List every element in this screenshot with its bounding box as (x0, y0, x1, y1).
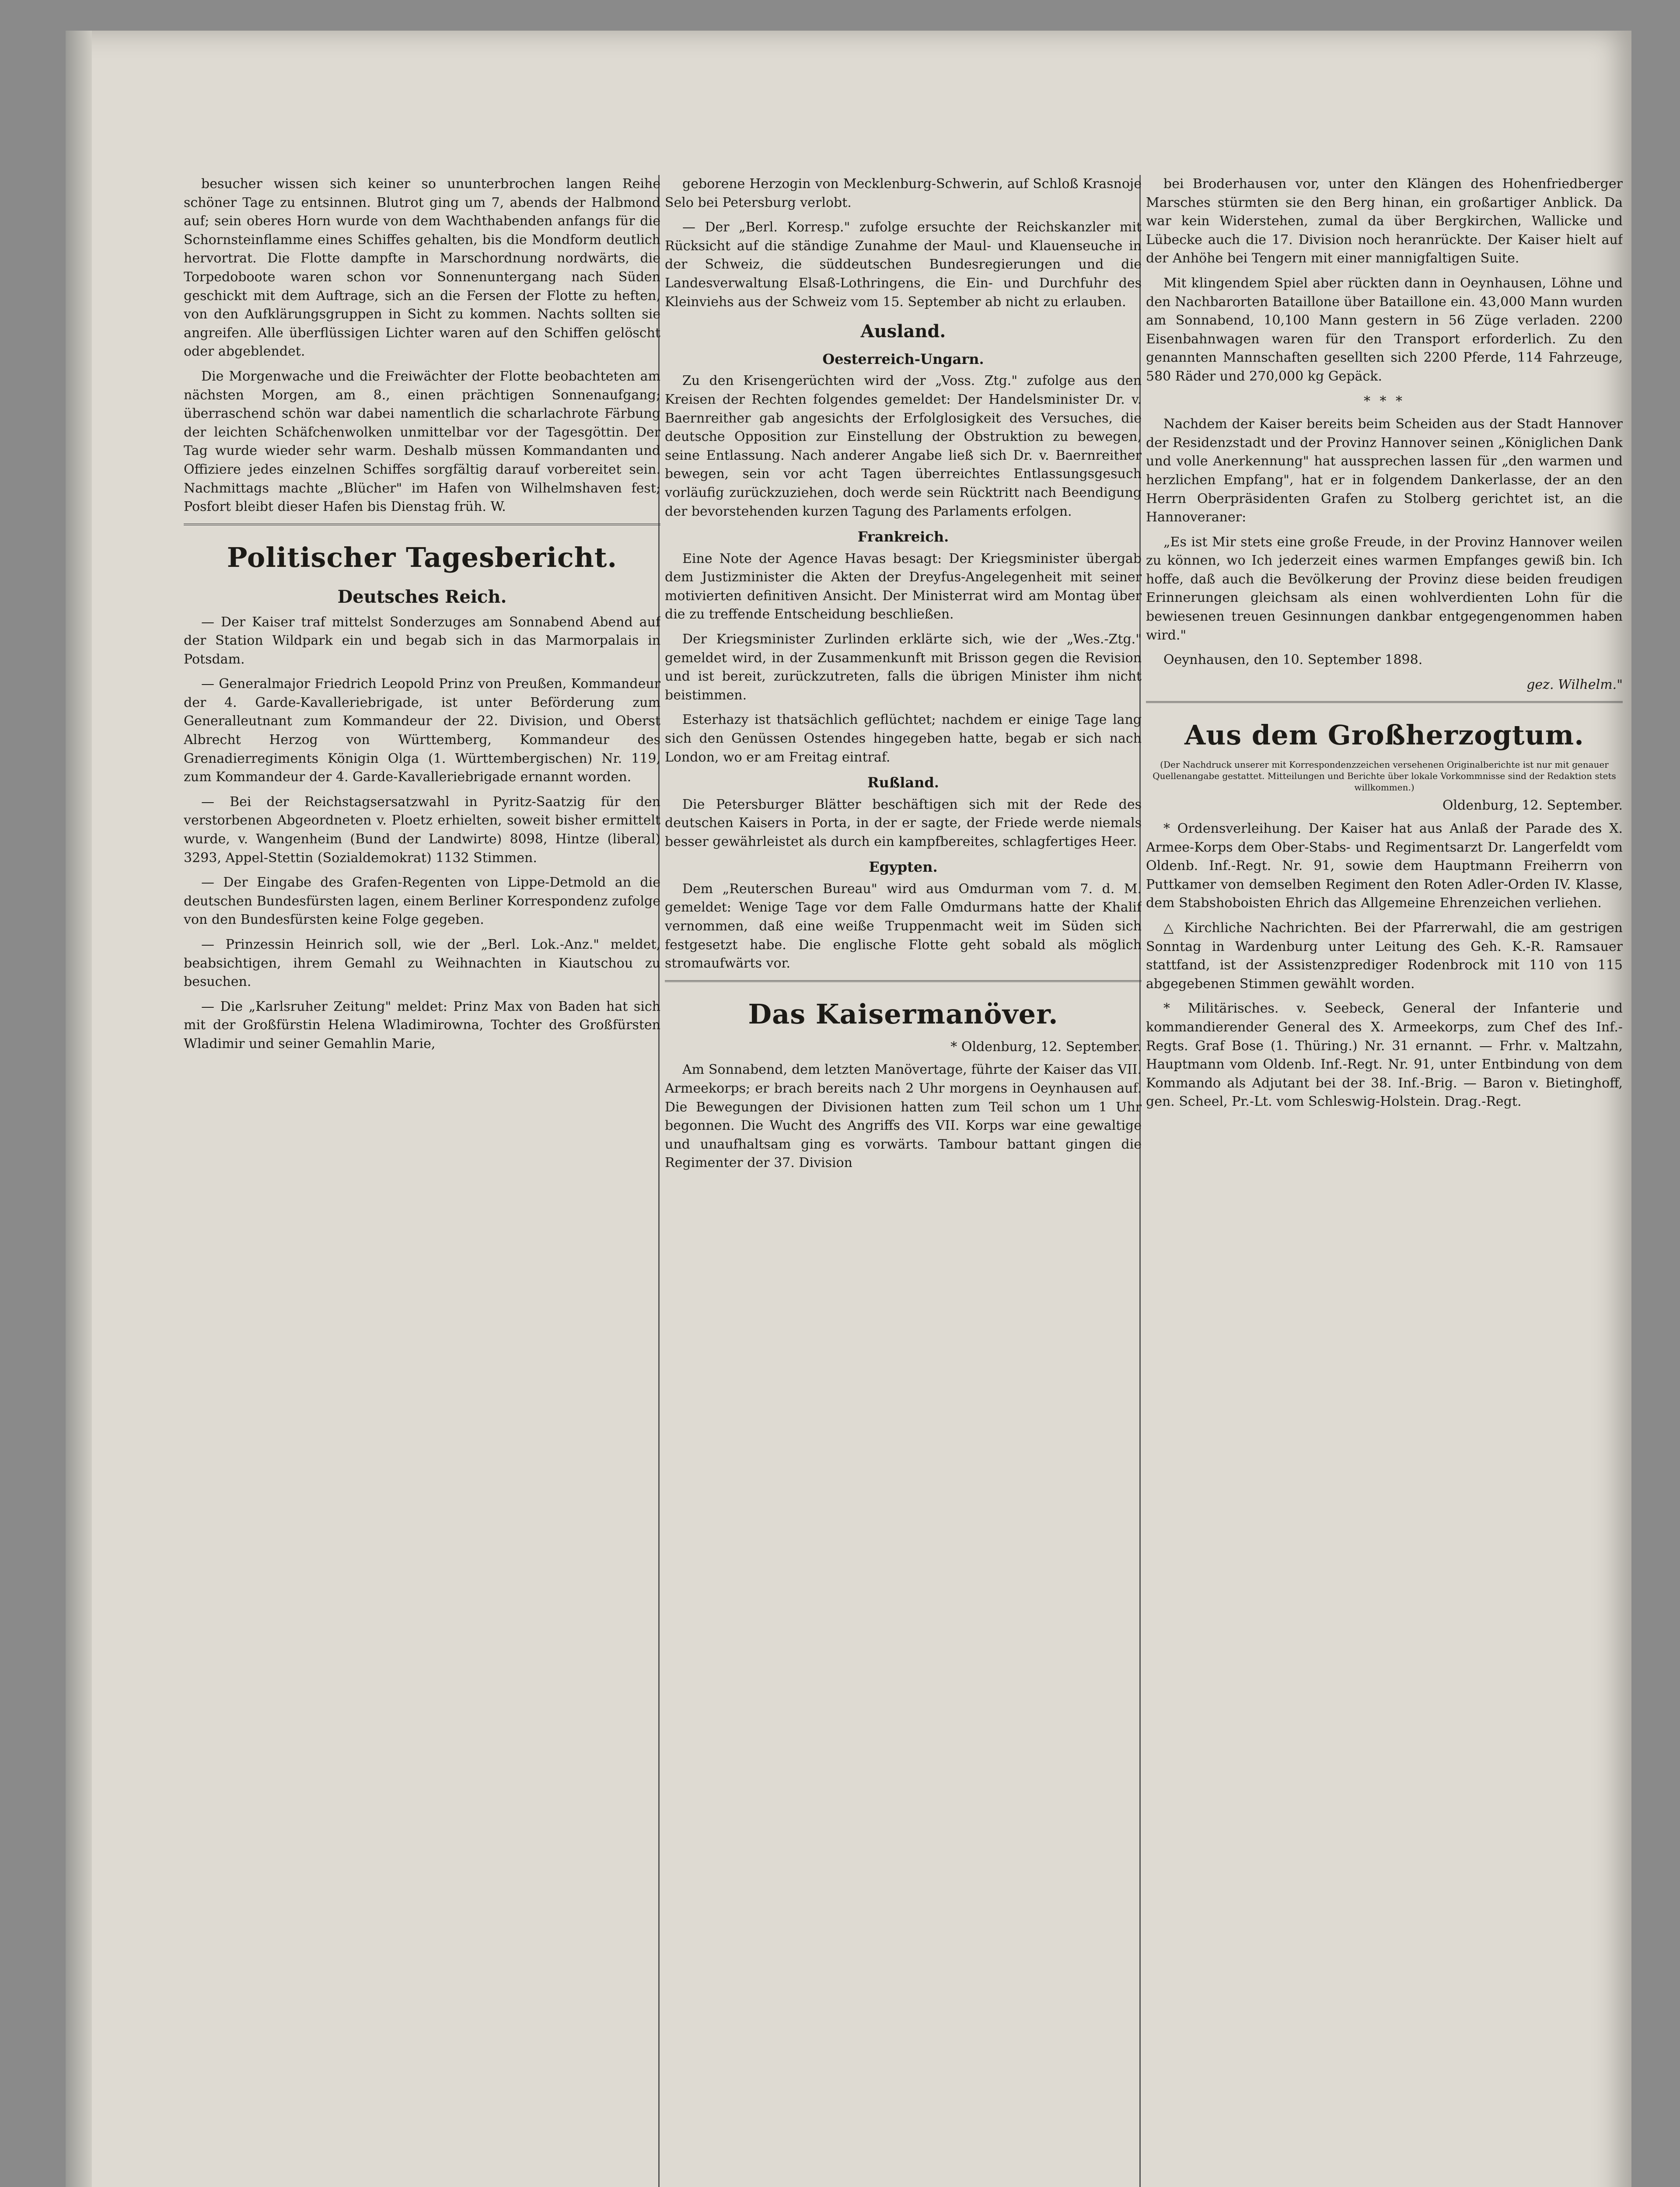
heading-egypten: Egypten. (869, 859, 938, 876)
paragraph: Nachdem der Kaiser bereits beim Scheiden aus der Stadt Hannover der Residenzstadt und der Provinz Hannover seinen „Königlichen Dank und volle Anerkennung" hat aussprechen lassen für „den warmen und herzlichen Empfang", hat er in folgendem Dankerlasse, der an den Herrn Oberpräsidenten Grafen zu Stolberg gerichtet ist, an die Hannoveraner: (1146, 416, 1623, 525)
paragraph: Mit klingendem Spiel aber rückten dann in Oeynhausen, Löhne und den Nachbarorten Bataillone über Bataillone ein. 43,000 Mann wurden am Sonnabend, 10,100 Mann gestern in 56 Züge verladen. 2200 Eisenbahnwagen waren für den Transport erforderlich. Zu den genannten Mannschaften gesellten sich 2200 Pferde, 114 Fahrzeuge, 580 Räder und 270,000 kg Gepäck. (1146, 275, 1623, 384)
news-item: * Militärisches. v. Seebeck, General der Infanterie und kommandierender General des X. Armeekorps, zum Chef des Inf.-Regts. Graf Bose (1. Thüring.) Nr. 31 ernannt. — Frhr. v. Maltzahn, Hauptmann vom Oldenb. Inf.-Regt. Nr. 91, unter Entbindung von dem Kommando als Adjutant bei der 38. Inf.-Brig. — Baron v. Bietinghoff, gen. Scheel, Pr.-Lt. vom Schleswig-Holstein. Drag.-Regt. (1146, 1001, 1623, 1110)
heading-frankreich: Frankreich. (857, 528, 949, 545)
heading-russland: Rußland. (867, 774, 939, 791)
asterism-separator: * * * (1363, 393, 1405, 409)
section-title-kaisermanoever: Das Kaisermanöver. (748, 998, 1058, 1030)
heading-oesterreich: Oesterreich-Ungarn. (822, 350, 984, 367)
section-divider (184, 524, 660, 525)
paragraph: Oeynhausen, den 10. September 1898. (1163, 652, 1423, 668)
news-item: * Ordensverleihung. Der Kaiser hat aus Anlaß der Parade des X. Armee-Korps dem Ober-Stabs- und Regimentsarzt Dr. Langerfeldt vom Oldenb. Inf.-Regt. Nr. 91, sowie dem Hauptmann Freiherrn von Puttkamer von demselben Regiment den Roten Adler-Orden IV. Klasse, dem Stabshoboisten Ehrich das Allgemeine Ehrenzeichen verliehen. (1146, 821, 1623, 911)
binding-gutter (66, 31, 92, 2187)
section-subtitle: Deutsches Reich. (337, 586, 507, 607)
section-title: Politischer Tagesbericht. (227, 541, 618, 573)
news-item: — Prinzessin Heinrich soll, wie der „Berl. Lok.-Anz." meldet, beabsichtigen, ihrem Gemahl zu Weihnachten in Kiautschou zu besuchen. (184, 937, 660, 990)
section-title-grossherzogtum: Aus dem Großherzogtum. (1184, 719, 1584, 751)
section-title-ausland: Ausland. (860, 321, 946, 342)
news-item: — Die „Karlsruher Zeitung" meldet: Prinz Max von Baden hat sich mit der Großfürstin Helena Wladimirowna, Tochter des Großfürsten Wladimir und seiner Gemahlin Marie, (184, 999, 660, 1052)
signature: gez. Wilhelm." (1526, 677, 1623, 692)
section-divider (665, 980, 1142, 982)
dateline: * Oldenburg, 12. September. (950, 1039, 1142, 1055)
dateline: Oldenburg, 12. September. (1442, 798, 1623, 814)
paragraph: — Der „Berl. Korresp." zufolge ersuchte der Reichskanzler mit Rücksicht auf die ständige Zunahme der Maul- und Klauenseuche in der Schweiz, die süddeutschen Bundesregierungen und die Landesverwaltung Elsaß-Lothringens, die Ein- und Durchfuhr des Kleinviehs aus der Schweiz vom 15. September ab nicht zu erlauben. (665, 220, 1142, 310)
news-item: — Der Eingabe des Grafen-Regenten von Lippe-Detmold an die deutschen Bundesfürsten lagen, einem Berliner Korrespondenz zufolge von den Bundesfürsten keine Folge gegeben. (184, 875, 660, 928)
column-2 (665, 175, 1142, 2187)
news-item: Die Petersburger Blätter beschäftigen sich mit der Rede des deutschen Kaisers in Porta, in der er sagte, der Friede werde niemals besser gewährleistet als durch ein kampfbereites, schlagfertiges Heer. (665, 797, 1142, 849)
news-item: — Bei der Reichstagsersatzwahl in Pyritz-Saatzig für den verstorbenen Abgeordneten v. Ploetz erhielten, soweit bisher ermittelt wurde, v. Wangenheim (Bund der Landwirte) 8098, Hintze (liberal) 3293, Appel-Stettin (Sozialdemokrat) 1132 Stimmen. (184, 794, 660, 866)
news-item: △ Kirchliche Nachrichten. Bei der Pfarrerwahl, die am gestrigen Sonntag in Wardenburg unter Leitung des Geh. K.-R. Ramsauer stattfand, ist der Assistenzprediger Rodenbrock mit 110 von 115 abgegebenen Stimmen gewählt worden. (1146, 920, 1623, 992)
section-divider (1146, 701, 1623, 703)
reprint-note: (Der Nachdruck unserer mit Korrespondenzzeichen versehenen Originalberichte ist nur mit genauer Quellenangabe gestattet. Mitteilungen und Berichte über lokale Vorkommnisse sind der Redaktion stets willkommen.) (1153, 759, 1616, 793)
news-item: Eine Note der Agence Havas besagt: Der Kriegsminister übergab dem Justizminister die Akten der Dreyfus-Angelegenheit mit seiner motivierten definitiven Ansicht. Der Ministerrat wird am Montag über die zu treffende Entscheidung beschließen. (665, 551, 1142, 622)
news-item: Dem „Reuterschen Bureau" wird aus Omdurman vom 7. d. M. gemeldet: Wenige Tage vor dem Falle Omdurmans hatte der Khalif vernommen, daß eine weiße Truppenmacht weit im Süden sich festgesetzt habe. Die englische Flotte geht sobald als möglich stromaufwärts vor. (665, 881, 1142, 971)
article-body: Am Sonnabend, dem letzten Manövertage, führte der Kaiser das VII. Armeekorps; er brach bereits nach 2 Uhr morgens in Oeynhausen auf. Die Bewegungen der Divisionen hatten zum Teil schon um 1 Uhr begonnen. Die Wucht des Angriffs des VII. Korps war eine gewaltige und unaufhaltsam ging es vorwärts. Tambour battant gingen die Regimenter der 37. Division (665, 1062, 1142, 1171)
paragraph: bei Broderhausen vor, unter den Klängen des Hohenfriedberger Marsches stürmten sie den Berg hinan, ein großartiger Anblick. Da war kein Widerstehen, zumal da über Bergkirchen, Wallicke und Lübecke auch die 17. Division noch heranrückte. Der Kaiser hielt auf der Anhöhe bei Tengern mit einer mannigfaltigen Suite. (1146, 176, 1623, 266)
paragraph: „Es ist Mir stets eine große Freude, in der Provinz Hannover weilen zu können, wo Ich jederzeit eines warmen Empfanges gewiß bin. Ich hoffe, daß auch die Bevölkerung der Provinz diese beiden freudigen Erinnerungen gleichsam als einen wohlverdienten Lohn für die bewiesenen treuen Gesinnungen dankbar entgegengenommen haben wird." (1146, 534, 1623, 643)
news-item: Der Kriegsminister Zurlinden erklärte sich, wie der „Wes.-Ztg." gemeldet wird, in der Zusammenkunft mit Brisson gegen die Revision und ist bereit, zurückzutreten, falls die übrigen Minister ihm nicht beistimmen. (665, 631, 1142, 703)
news-item: Esterhazy ist thatsächlich geflüchtet; nachdem er einige Tage lang sich den Genüssen Ostendes hingegeben hatte, begab er sich nach London, wo er am Freitag eintraf. (665, 712, 1142, 765)
news-item: — Generalmajor Friedrich Leopold Prinz von Preußen, Kommandeur der 4. Garde-Kavalleriebrigade, ist unter Beförderung zum Generalleutnant zum Kommandeur der 22. Division, und Oberst Albrecht Herzog von Württemberg, Kommandeur des Grenadierregiments Königin Olga (1. Württembergischen) Nr. 119, zum Kommandeur der 4. Garde-Kavalleriebrigade ernannt worden. (184, 676, 660, 785)
news-item: — Der Kaiser traf mittelst Sonderzuges am Sonnabend Abend auf der Station Wildpark ein und begab sich in das Marmorpalais in Potsdam. (184, 614, 660, 667)
paragraph: Die Morgenwache und die Freiwächter der Flotte beobachteten am nächsten Morgen, am 8., einen prächtigen Sonnenaufgang; überraschend schön war dabei namentlich die scharlachrote Färbung der leichten Schäfchenwolken unmittelbar vor der Tagesgöttin. Der Tag wurde wieder sehr warm. Deshalb müssen Kommandanten und Offiziere jedes einzelnen Schiffes sorgfältig darauf vorbereitet sein. Nachmittags machte „Blücher" im Hafen von Wilhelmshaven fest; Posfort bleibt dieser Hafen bis Dienstag früh. W. (184, 368, 660, 515)
paragraph: besucher wissen sich keiner so ununterbrochen langen Reihe schöner Tage zu entsinnen. Blutrot ging um 7, abends der Halbmond auf; sein oberes Horn wurde von dem Wachthabenden anfangs für die Schornsteinflamme eines Schiffes gehalten, bis die Mondform deutlich hervortrat. Die Flotte dampfte in Marschordnung nordwärts, die Torpedoboote waren schon vor Sonnenuntergang nach Süden geschickt mit dem Auftrage, sich an die Fersen der Flotte zu heften, von den Aufklärungsgruppen in Sicht zu kommen. Nachts sollten sie angreifen. Alle überflüssigen Lichter waren auf den Schiffen gelöscht oder abgeblendet. (184, 176, 660, 360)
news-item: Zu den Krisengerüchten wird der „Voss. Ztg." zufolge aus den Kreisen der Rechten folgendes gemeldet: Der Handelsminister Dr. v. Baernreither gab angesichts der Erfolglosigkeit des Versuches, die deutsche Opposition zur Einstellung der Obstruktion zu bewegen, seine Entlassung. Nach anderer Angabe ließ sich Dr. v. Baernreither bewegen, sein vor acht Tagen überreichtes Entlassungsgesuch vorläufig zurückzuziehen, doch werde sein Rücktritt nach Beendigung der bevorstehenden kurzen Tagung des Parlaments erfolgen. (665, 373, 1142, 519)
column-1 (184, 175, 660, 2187)
newspaper-page (66, 31, 1631, 2187)
paragraph: geborene Herzogin von Mecklenburg-Schwerin, auf Schloß Krasnoje Selo bei Petersburg verlobt. (665, 176, 1142, 210)
column-3 (1146, 175, 1623, 2187)
